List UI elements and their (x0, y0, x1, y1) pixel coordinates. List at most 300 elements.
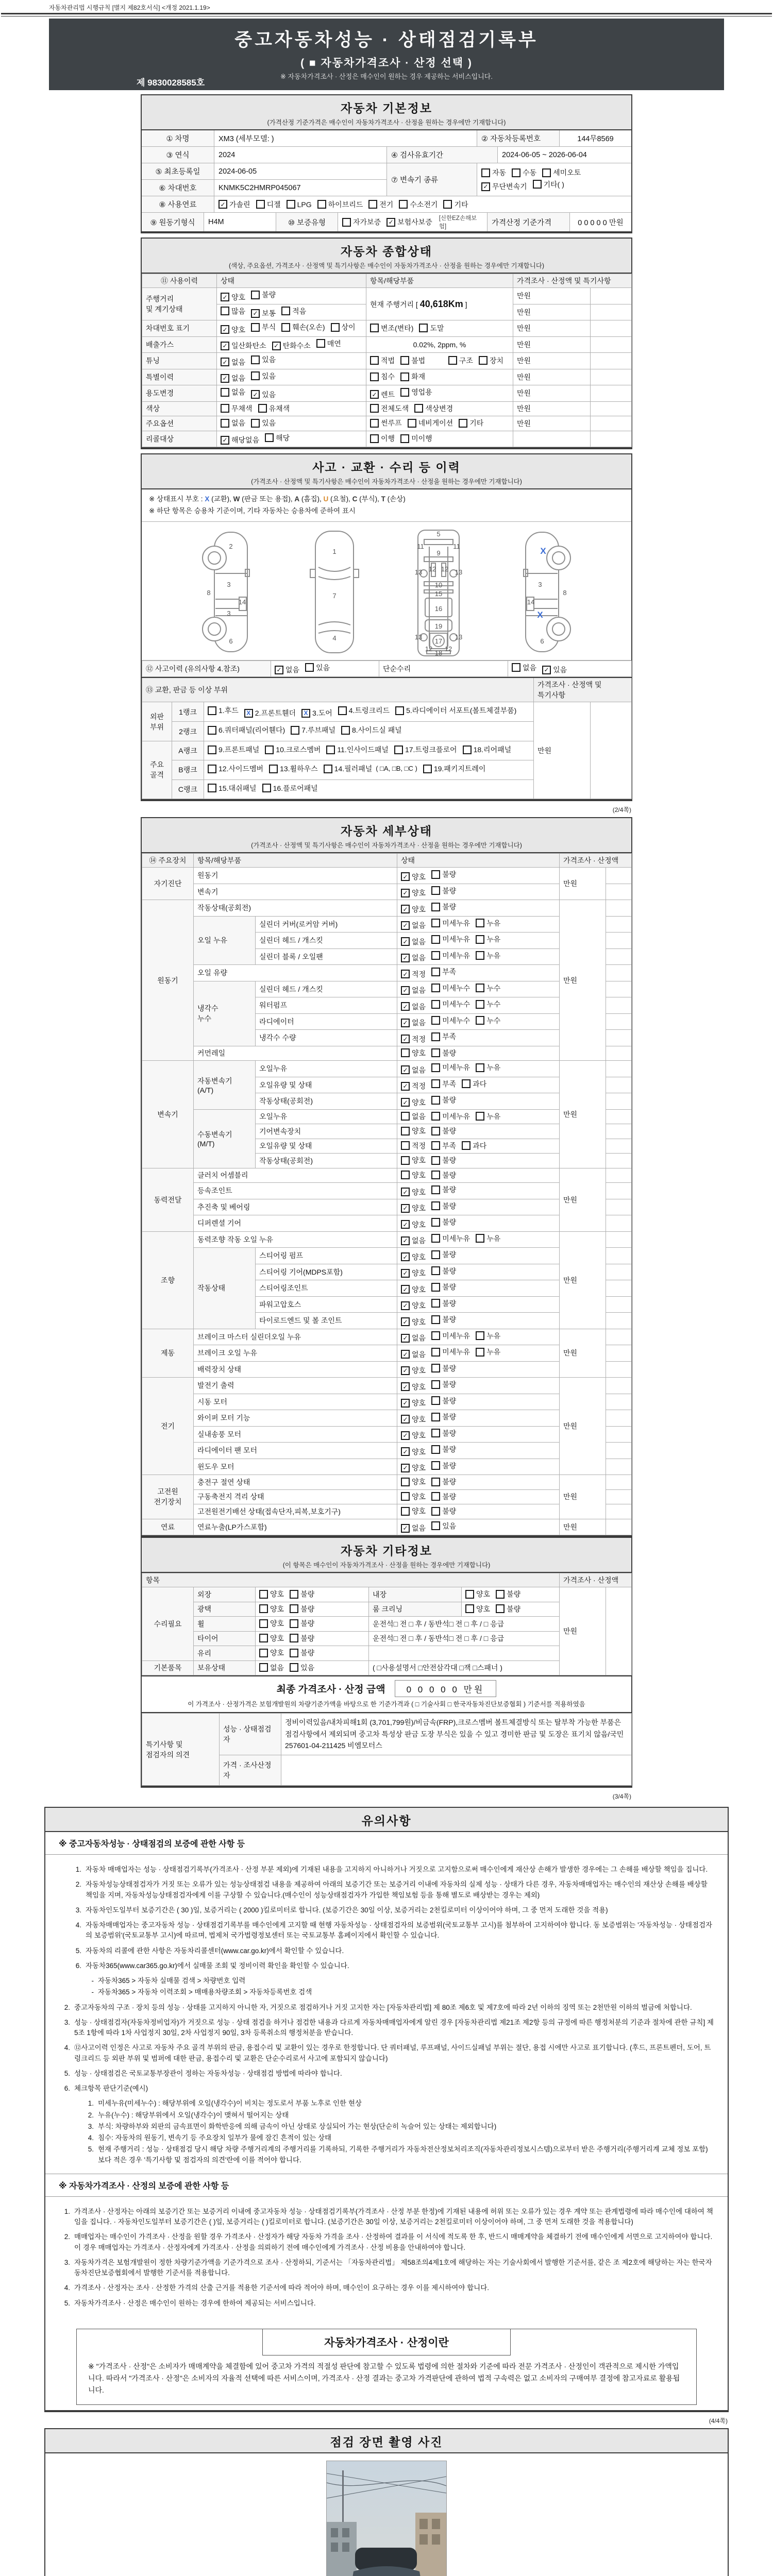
checkbox-디젤[interactable] (256, 199, 281, 210)
checkbox-기타[interactable] (459, 418, 483, 428)
checkbox-양호[interactable] (401, 1097, 426, 1108)
checkbox-양호[interactable] (259, 1633, 284, 1643)
checkbox-box-icon[interactable] (476, 1331, 484, 1340)
checkbox-box-icon[interactable] (476, 984, 484, 992)
checkbox-색상변경[interactable] (414, 403, 453, 414)
checkbox-있음[interactable] (251, 418, 276, 428)
checkbox-불량[interactable] (431, 1477, 456, 1487)
checkbox-양호[interactable] (259, 1648, 284, 1658)
checkbox-box-icon[interactable] (542, 168, 551, 177)
checkbox-box-icon[interactable]: ✓ (251, 309, 260, 318)
checkbox-box-icon[interactable] (431, 1521, 440, 1530)
checkbox-box-icon[interactable] (431, 1201, 440, 1210)
checkbox-box-icon[interactable] (400, 372, 409, 381)
checkbox-침수[interactable] (370, 371, 395, 382)
checkbox-없음[interactable] (401, 1333, 426, 1343)
checkbox-화재[interactable] (400, 371, 425, 382)
checkbox-box-icon[interactable] (431, 886, 440, 895)
checkbox-없음[interactable] (401, 1018, 426, 1028)
checkbox-3.도어[interactable] (301, 706, 332, 720)
checkbox-box-icon[interactable] (221, 388, 229, 397)
checkbox-누유[interactable] (476, 1111, 500, 1122)
checkbox-box-icon[interactable]: ✓ (401, 1285, 410, 1294)
checkbox-box-icon[interactable] (476, 1234, 484, 1243)
checkbox-양호[interactable] (401, 1048, 426, 1058)
checkbox-없음[interactable] (401, 985, 426, 995)
checkbox-box-icon[interactable]: ✓ (401, 970, 410, 978)
checkbox-불량[interactable] (431, 1428, 456, 1438)
checkbox-양호[interactable] (401, 1506, 426, 1516)
checkbox-부식[interactable] (251, 322, 276, 332)
checkbox-box-icon[interactable]: ✓ (401, 1524, 410, 1533)
checkbox-17.트렁크플로어[interactable] (394, 743, 457, 757)
checkbox-없음[interactable] (401, 937, 426, 947)
checkbox-box-icon[interactable] (431, 1492, 440, 1501)
checkbox-box-icon[interactable] (368, 200, 377, 209)
checkbox-누유[interactable] (476, 1233, 500, 1244)
checkbox-양호[interactable] (465, 1604, 490, 1614)
checkbox-도말[interactable] (419, 323, 444, 333)
checkbox-양호[interactable] (401, 1284, 426, 1295)
checkbox-box-icon[interactable]: ✓ (401, 1366, 410, 1375)
checkbox-box-icon[interactable] (370, 419, 379, 428)
checkbox-box-icon[interactable]: ✓ (401, 1002, 410, 1011)
checkbox-box-icon[interactable] (259, 1663, 268, 1672)
checkbox-box-icon[interactable] (431, 1079, 440, 1088)
checkbox-box-icon[interactable] (476, 1063, 484, 1072)
checkbox-장치[interactable] (479, 355, 503, 366)
checkbox-box-icon[interactable] (476, 1016, 484, 1025)
checkbox-누유[interactable] (476, 1331, 500, 1341)
checkbox-box-icon[interactable] (251, 355, 260, 364)
checkbox-불량[interactable] (431, 1095, 456, 1105)
checkbox-있음[interactable] (251, 389, 276, 400)
checkbox-양호[interactable] (401, 1252, 426, 1262)
checkbox-유채색[interactable] (258, 403, 290, 414)
checkbox-box-icon[interactable] (281, 307, 290, 315)
checkbox-box-icon[interactable] (431, 1185, 440, 1194)
checkbox-적음[interactable] (281, 306, 306, 316)
checkbox-box-icon[interactable]: ✓ (401, 1236, 410, 1245)
checkbox-있음[interactable] (251, 371, 276, 381)
checkbox-불량[interactable] (431, 1048, 456, 1058)
checkbox-box-icon[interactable] (431, 919, 440, 927)
checkbox-누수[interactable] (476, 983, 500, 993)
checkbox-box-icon[interactable]: ✓ (221, 325, 229, 334)
checkbox-불량[interactable] (431, 1298, 456, 1309)
checkbox-box-icon[interactable]: ✓ (219, 200, 227, 209)
checkbox-box-icon[interactable]: ✓ (401, 1035, 410, 1043)
checkbox-box-icon[interactable] (208, 765, 216, 773)
checkbox-미세누유[interactable] (431, 1233, 470, 1244)
checkbox-box-icon[interactable] (331, 323, 340, 332)
checkbox-없음[interactable] (275, 665, 299, 675)
checkbox-box-icon[interactable] (208, 706, 216, 715)
checkbox-부족[interactable] (431, 1031, 456, 1042)
checkbox-불량[interactable] (431, 1444, 456, 1454)
checkbox-box-icon[interactable] (431, 1478, 440, 1486)
checkbox-box-icon[interactable] (400, 434, 409, 443)
checkbox-4.트렁크리드[interactable] (338, 704, 390, 718)
checkbox-box-icon[interactable] (324, 765, 332, 773)
checkbox-하이브리드[interactable] (317, 199, 363, 210)
checkbox-적법[interactable] (370, 355, 395, 366)
checkbox-box-icon[interactable] (431, 1429, 440, 1437)
checkbox-box-icon[interactable] (370, 372, 379, 381)
checkbox-box-icon[interactable]: ✓ (401, 1334, 410, 1343)
checkbox-자가보증[interactable] (342, 217, 381, 227)
checkbox-box-icon[interactable] (431, 870, 440, 879)
checkbox-없음[interactable] (221, 373, 245, 383)
checkbox-탄화수소[interactable] (272, 341, 311, 351)
checkbox-box-icon[interactable] (341, 726, 350, 735)
checkbox-18.리어패널[interactable] (463, 743, 512, 757)
checkbox-8.사이드실 패널[interactable] (341, 723, 402, 737)
checkbox-box-icon[interactable]: ✓ (401, 1317, 410, 1326)
checkbox-미세누수[interactable] (431, 999, 470, 1009)
checkbox-box-icon[interactable] (431, 1048, 440, 1057)
checkbox-box-icon[interactable] (431, 1127, 440, 1136)
checkbox-box-icon[interactable] (431, 1234, 440, 1243)
checkbox-box-icon[interactable] (290, 1634, 298, 1642)
checkbox-양호[interactable] (401, 1463, 426, 1473)
checkbox-있음[interactable] (290, 1663, 314, 1673)
checkbox-box-icon[interactable] (342, 218, 351, 227)
checkbox-box-icon[interactable] (419, 324, 428, 332)
checkbox-box-icon[interactable] (208, 726, 216, 735)
checkbox-box-icon[interactable] (251, 323, 260, 332)
checkbox-없음[interactable] (512, 663, 536, 673)
checkbox-box-icon[interactable] (259, 1619, 268, 1628)
checkbox-없음[interactable] (401, 1002, 426, 1012)
checkbox-box-icon[interactable] (465, 1604, 474, 1613)
checkbox-box-icon[interactable]: ✓ (401, 954, 410, 962)
checkbox-자동[interactable] (481, 167, 506, 178)
checkbox-양호[interactable] (401, 888, 426, 898)
checkbox-box-icon[interactable] (443, 200, 452, 209)
checkbox-누유[interactable] (476, 1347, 500, 1357)
checkbox-불량[interactable] (431, 1266, 456, 1276)
checkbox-기타( )[interactable] (533, 179, 564, 190)
checkbox-box-icon[interactable] (476, 919, 484, 927)
checkbox-미세누수[interactable] (431, 983, 470, 993)
checkbox-box-icon[interactable] (476, 1112, 484, 1121)
checkbox-box-icon[interactable] (400, 356, 409, 365)
checkbox-box-icon[interactable] (462, 1141, 470, 1150)
checkbox-없음[interactable] (401, 1111, 426, 1122)
checkbox-없음[interactable] (221, 357, 245, 367)
checkbox-box-icon[interactable] (370, 404, 379, 413)
checkbox-누수[interactable] (476, 1015, 500, 1026)
checkbox-있음[interactable] (251, 354, 276, 365)
checkbox-box-icon[interactable] (394, 745, 403, 754)
checkbox-2.프론트휀더[interactable] (244, 706, 296, 720)
checkbox-box-icon[interactable]: ✓ (221, 358, 229, 366)
checkbox-box-icon[interactable]: ✓ (401, 1098, 410, 1107)
checkbox-해당[interactable] (265, 433, 290, 443)
checkbox-box-icon[interactable] (431, 1032, 440, 1041)
checkbox-box-icon[interactable] (431, 1266, 440, 1275)
checkbox-box-icon[interactable] (401, 1048, 410, 1057)
checkbox-box-icon[interactable]: ✓ (221, 374, 229, 383)
checkbox-box-icon[interactable]: ✓ (401, 1431, 410, 1440)
checkbox-box-icon[interactable] (290, 1663, 298, 1672)
checkbox-무채색[interactable] (221, 403, 253, 414)
checkbox-box-icon[interactable] (479, 356, 488, 365)
checkbox-box-icon[interactable] (431, 1461, 440, 1470)
checkbox-불량[interactable] (431, 1126, 456, 1136)
checkbox-box-icon[interactable]: ✓ (370, 390, 379, 399)
checkbox-양호[interactable] (401, 1187, 426, 1197)
checkbox-부족[interactable] (431, 1079, 456, 1089)
checkbox-전체도색[interactable] (370, 403, 409, 414)
checkbox-box-icon[interactable] (338, 706, 347, 715)
checkbox-box-icon[interactable] (269, 765, 278, 773)
checkbox-양호[interactable] (401, 1203, 426, 1213)
checkbox-box-icon[interactable]: ✓ (401, 1204, 410, 1213)
checkbox-렌트[interactable] (370, 389, 395, 400)
checkbox-box-icon[interactable] (476, 1348, 484, 1357)
checkbox-이행[interactable] (370, 433, 395, 444)
checkbox-적정[interactable] (401, 1081, 426, 1091)
checkbox-13.휠하우스[interactable] (269, 762, 318, 776)
checkbox-누유[interactable] (476, 951, 500, 961)
checkbox-불량[interactable] (290, 1604, 314, 1614)
checkbox-5.라디에이터 서포트(볼트체결부품)[interactable] (395, 704, 516, 718)
checkbox-양호[interactable] (401, 1414, 426, 1425)
checkbox-6.쿼터패널(리어휀다)[interactable] (208, 723, 285, 737)
checkbox-box-icon[interactable]: ✓ (401, 1082, 410, 1091)
checkbox-부족[interactable] (431, 967, 456, 977)
checkbox-있음[interactable] (431, 1521, 456, 1531)
checkbox-불량[interactable] (431, 1492, 456, 1502)
checkbox-미세누유[interactable] (431, 934, 470, 944)
checkbox-box-icon[interactable] (465, 1590, 474, 1599)
checkbox-box-icon[interactable] (431, 1283, 440, 1292)
checkbox-없음[interactable] (401, 1235, 426, 1246)
checkbox-box-icon[interactable]: ✓ (401, 1065, 410, 1074)
checkbox-box-icon[interactable]: ✓ (251, 390, 260, 399)
checkbox-box-icon[interactable]: ✓ (401, 1188, 410, 1196)
checkbox-불량[interactable] (290, 1589, 314, 1599)
checkbox-box-icon[interactable] (431, 968, 440, 976)
checkbox-불량[interactable] (431, 1379, 456, 1389)
checkbox-box-icon[interactable] (431, 1507, 440, 1516)
checkbox-box-icon[interactable]: ✓ (221, 342, 229, 350)
checkbox-불량[interactable] (431, 1201, 456, 1211)
checkbox-box-icon[interactable] (401, 1171, 410, 1179)
checkbox-box-icon[interactable] (459, 419, 467, 428)
checkbox-box-icon[interactable] (431, 1141, 440, 1150)
checkbox-미세누유[interactable] (431, 1062, 470, 1073)
checkbox-box-icon[interactable] (423, 765, 432, 773)
checkbox-box-icon[interactable] (259, 1634, 268, 1642)
checkbox-없음[interactable] (221, 418, 245, 428)
checkbox-box-icon[interactable] (431, 903, 440, 911)
checkbox-10.크로스멤버[interactable] (265, 743, 321, 757)
checkbox-LPG[interactable] (287, 200, 312, 209)
checkbox-양호[interactable] (401, 872, 426, 882)
checkbox-box-icon[interactable] (431, 935, 440, 944)
checkbox-box-icon[interactable]: ✓ (401, 986, 410, 995)
checkbox-box-icon[interactable] (414, 404, 423, 413)
checkbox-상이[interactable] (331, 322, 356, 332)
checkbox-box-icon[interactable] (431, 1331, 440, 1340)
checkbox-box-icon[interactable] (317, 200, 326, 209)
checkbox-과다[interactable] (462, 1079, 486, 1089)
checkbox-양호[interactable] (401, 904, 426, 914)
checkbox-세미오토[interactable] (542, 167, 581, 178)
checkbox-box-icon[interactable] (431, 1156, 440, 1165)
checkbox-9.프론트패널[interactable] (208, 743, 259, 757)
checkbox-box-icon[interactable] (290, 1590, 298, 1599)
checkbox-box-icon[interactable] (305, 663, 314, 672)
checkbox-box-icon[interactable] (401, 1127, 410, 1136)
checkbox-불량[interactable] (431, 1412, 456, 1422)
checkbox-부족[interactable] (431, 1141, 456, 1151)
checkbox-16.플로어패널[interactable] (262, 782, 318, 795)
checkbox-box-icon[interactable] (251, 419, 260, 428)
checkbox-box-icon[interactable] (476, 935, 484, 944)
checkbox-없음[interactable] (221, 387, 245, 397)
checkbox-box-icon[interactable] (370, 324, 379, 332)
checkbox-양호[interactable] (401, 1477, 426, 1487)
checkbox-box-icon[interactable]: ✓ (401, 889, 410, 897)
checkbox-양호[interactable] (401, 1492, 426, 1502)
checkbox-양호[interactable] (259, 1589, 284, 1599)
checkbox-불량[interactable] (290, 1618, 314, 1629)
checkbox-불량[interactable] (431, 1363, 456, 1374)
checkbox-15.대쉬패널[interactable] (208, 782, 257, 795)
checkbox-불량[interactable] (431, 869, 456, 879)
checkbox-box-icon[interactable] (399, 200, 408, 209)
checkbox-미이행[interactable] (400, 433, 432, 444)
checkbox-양호[interactable] (259, 1618, 284, 1629)
checkbox-19.패키지트레이[interactable] (423, 762, 486, 776)
checkbox-불량[interactable] (431, 886, 456, 896)
checkbox-불량[interactable] (431, 1396, 456, 1406)
checkbox-box-icon[interactable]: ✓ (401, 1252, 410, 1261)
checkbox-불량[interactable] (431, 1184, 456, 1195)
checkbox-불량[interactable] (431, 1170, 456, 1180)
checkbox-있음[interactable] (305, 663, 330, 673)
checkbox-없음[interactable] (259, 1663, 284, 1673)
checkbox-box-icon[interactable] (431, 1250, 440, 1259)
checkbox-적정[interactable] (401, 1141, 426, 1151)
checkbox-box-icon[interactable] (481, 168, 490, 177)
checkbox-변조(변타)[interactable] (370, 323, 413, 333)
checkbox-양호[interactable] (401, 1155, 426, 1165)
checkbox-box-icon[interactable] (370, 434, 379, 443)
checkbox-썬루프[interactable] (370, 418, 402, 428)
checkbox-일산화탄소[interactable] (221, 341, 266, 351)
checkbox-수동[interactable] (512, 167, 536, 178)
checkbox-미세누유[interactable] (431, 1347, 470, 1357)
checkbox-box-icon[interactable]: X (301, 709, 310, 718)
checkbox-box-icon[interactable]: ✓ (221, 293, 229, 301)
checkbox-box-icon[interactable] (431, 1063, 440, 1072)
checkbox-box-icon[interactable]: X (244, 709, 253, 718)
checkbox-box-icon[interactable] (512, 663, 520, 672)
checkbox-box-icon[interactable] (262, 784, 271, 792)
checkbox-양호[interactable] (401, 1365, 426, 1376)
checkbox-불량[interactable] (431, 1461, 456, 1471)
checkbox-누유[interactable] (476, 918, 500, 928)
checkbox-미세누유[interactable] (431, 1331, 470, 1341)
checkbox-불법[interactable] (400, 355, 425, 366)
checkbox-불량[interactable] (251, 290, 276, 300)
checkbox-box-icon[interactable] (370, 356, 379, 365)
checkbox-구조[interactable] (448, 355, 473, 366)
checkbox-box-icon[interactable] (265, 745, 274, 754)
checkbox-영업용[interactable] (400, 387, 432, 397)
checkbox-미세누유[interactable] (431, 951, 470, 961)
checkbox-box-icon[interactable] (462, 1079, 470, 1088)
checkbox-보통[interactable] (251, 308, 276, 318)
checkbox-미세누유[interactable] (431, 918, 470, 928)
checkbox-box-icon[interactable] (395, 706, 404, 715)
checkbox-box-icon[interactable]: ✓ (401, 937, 410, 946)
checkbox-box-icon[interactable] (291, 726, 299, 735)
checkbox-box-icon[interactable] (221, 307, 229, 315)
checkbox-box-icon[interactable] (400, 388, 409, 397)
checkbox-box-icon[interactable] (496, 1590, 505, 1599)
checkbox-box-icon[interactable]: ✓ (401, 1220, 410, 1229)
checkbox-box-icon[interactable] (281, 323, 290, 332)
checkbox-box-icon[interactable]: ✓ (401, 921, 410, 930)
checkbox-box-icon[interactable] (251, 371, 260, 380)
checkbox-box-icon[interactable] (401, 1156, 410, 1165)
checkbox-양호[interactable] (465, 1589, 490, 1599)
checkbox-box-icon[interactable]: ✓ (401, 1415, 410, 1423)
checkbox-box-icon[interactable] (401, 1507, 410, 1516)
checkbox-box-icon[interactable] (401, 1478, 410, 1486)
checkbox-불량[interactable] (496, 1604, 520, 1614)
checkbox-양호[interactable] (259, 1604, 284, 1614)
checkbox-양호[interactable] (401, 1430, 426, 1440)
checkbox-box-icon[interactable] (401, 1112, 410, 1121)
checkbox-box-icon[interactable]: ✓ (272, 342, 281, 350)
checkbox-수소전기[interactable] (399, 199, 438, 210)
checkbox-box-icon[interactable] (401, 1141, 410, 1150)
checkbox-과다[interactable] (462, 1141, 486, 1151)
checkbox-불량[interactable] (496, 1589, 520, 1599)
checkbox-미세누수[interactable] (431, 1015, 470, 1026)
checkbox-box-icon[interactable]: ✓ (401, 1464, 410, 1472)
checkbox-box-icon[interactable] (431, 984, 440, 992)
checkbox-양호[interactable] (401, 1126, 426, 1136)
checkbox-box-icon[interactable]: ✓ (401, 1447, 410, 1456)
checkbox-box-icon[interactable] (431, 1171, 440, 1179)
checkbox-box-icon[interactable] (448, 356, 457, 365)
checkbox-box-icon[interactable] (290, 1649, 298, 1657)
checkbox-box-icon[interactable]: ✓ (401, 1350, 410, 1359)
checkbox-불량[interactable] (431, 1282, 456, 1292)
checkbox-불량[interactable] (431, 1314, 456, 1325)
checkbox-box-icon[interactable] (290, 1604, 298, 1613)
checkbox-불량[interactable] (431, 1506, 456, 1516)
checkbox-없음[interactable] (401, 953, 426, 963)
checkbox-box-icon[interactable]: ✓ (401, 1301, 410, 1310)
checkbox-box-icon[interactable]: ✓ (481, 182, 490, 191)
checkbox-box-icon[interactable] (496, 1604, 505, 1613)
checkbox-양호[interactable] (221, 292, 245, 302)
checkbox-양호[interactable] (401, 1300, 426, 1311)
checkbox-box-icon[interactable] (208, 745, 216, 754)
checkbox-box-icon[interactable] (463, 745, 472, 754)
checkbox-box-icon[interactable]: ✓ (401, 1382, 410, 1391)
checkbox-불량[interactable] (431, 1155, 456, 1165)
